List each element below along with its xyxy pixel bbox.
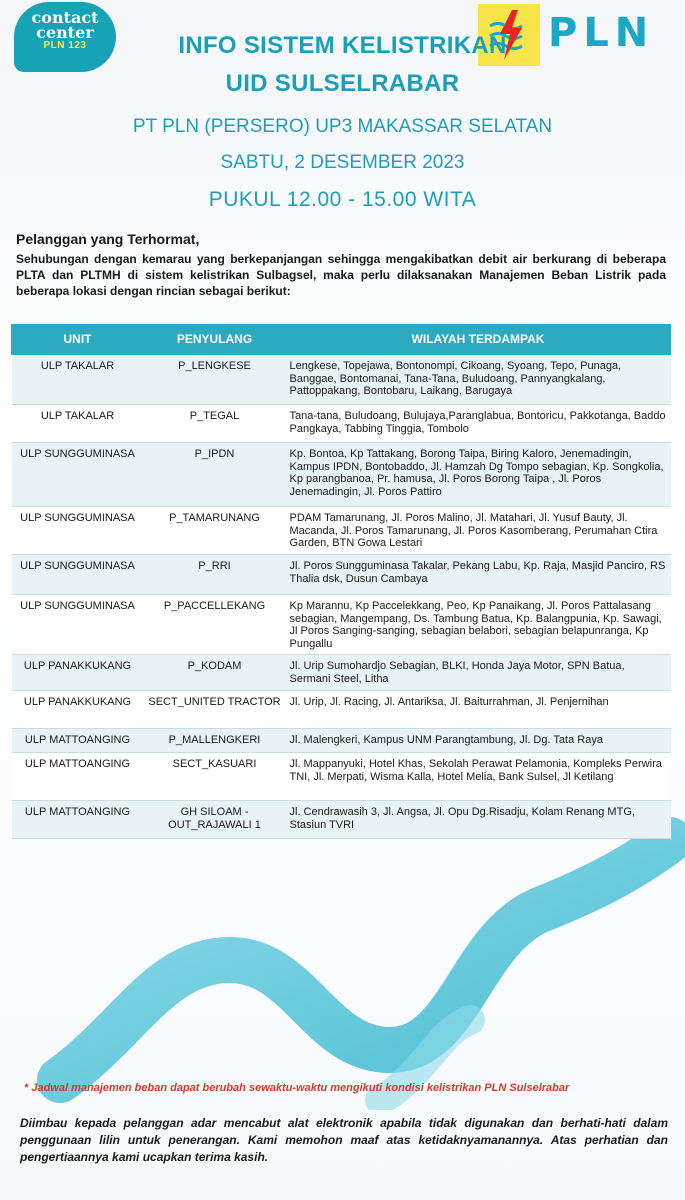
header-unit: UNIT: [12, 325, 144, 355]
cell-unit: ULP MATTOANGING: [12, 753, 144, 801]
cell-area: Jl. Cendrawasih 3, Jl. Angsa, Jl. Opu Dg.Risadju, Kolam Renang MTG, Stasiun TVRI: [286, 801, 671, 839]
table-row: [12, 507, 671, 555]
cell-unit: ULP SUNGGUMINASA: [12, 507, 144, 555]
table-row: [12, 729, 671, 753]
cell-feeder: P_LENGKESE: [144, 355, 286, 405]
schedule-note: * Jadwal manajemen beban dapat berubah sewaktu-waktu mengikuti kondisi kelistrikan PLN Sulselrabar: [24, 1082, 570, 1094]
cell-area: Jl. Urip Sumohardjo Sebagian, BLKI, Honda Jaya Motor, SPN Batua, Sermani Steel, Litha: [286, 655, 671, 691]
cell-feeder: P_MALLENGKERI: [144, 729, 286, 753]
cell-feeder: P_KODAM: [144, 655, 286, 691]
cell-area: PDAM Tamarunang, Jl. Poros Malino, Jl. Matahari, Jl. Yusuf Bauty, Jl. Macanda, Jl. Poros Tamarunang, Jl. Poros Kasomberang, Perumahan Ctira Garden, BTN Gowa Lestari: [286, 507, 671, 555]
cell-feeder: P_RRI: [144, 555, 286, 595]
load-management-table: [11, 324, 671, 839]
cell-area: Tana-tana, Buludoang, Bulujaya,Paranglabua, Bontoricu, Pakkotanga, Baddo Pangkaya, Tabbing Tinggia, Tombolo: [286, 405, 671, 443]
cell-feeder: GH SILOAM - OUT_RAJAWALI 1: [144, 801, 286, 839]
cell-unit: ULP PANAKKUKANG: [12, 691, 144, 729]
closing-paragraph: Diimbau kepada pelanggan adar mencabut alat elektronik apabila tidak digunakan dan berhati-hati dalam penggunaan lilin untuk penerangan. Kami memohon maaf atas ketidaknyamanannya. Atas perhatian dan pengertiaannya kami ucapkan terima kasih.: [20, 1116, 668, 1164]
table-row: [12, 753, 671, 801]
badge-line3: PLN 123: [43, 40, 87, 51]
header-area: WILAYAH TERDAMPAK: [286, 325, 671, 355]
cell-feeder: P_PACCELLEKANG: [144, 595, 286, 655]
table-row: [12, 691, 671, 729]
cell-area: Jl. Urip, Jl. Racing, Jl. Antariksa, Jl. Baiturrahman, Jl. Penjernihan: [286, 691, 671, 729]
date-text: SABTU, 2 DESEMBER 2023: [220, 152, 465, 173]
greeting: Pelanggan yang Terhormat,: [16, 231, 200, 247]
table-row: [12, 443, 671, 507]
cell-area: Kp. Bontoa, Kp Tattakang, Borong Taipa, Biring Kaloro, Jenemadingin, Kampus IPDN, Bontobaddo, Jl. Hamzah Dg Tompo sebagian, Kp. Songkolia, Kp parangbanoa, Pr. hamusa, Jl. Poros Borong Taipa , Jl. Poros Jenemadingin, Jl. Poros Pattiro: [286, 443, 671, 507]
badge-line1: contact: [31, 8, 99, 27]
pln-logo-text: PLN: [548, 10, 655, 56]
cell-area: Jl. Poros Sungguminasa Takalar, Pekang Labu, Kp. Raja, Masjid Panciro, RS Thalia dsk, Dusun Cambaya: [286, 555, 671, 595]
cell-unit: ULP TAKALAR: [12, 405, 144, 443]
cell-unit: ULP MATTOANGING: [12, 801, 144, 839]
table-row: [12, 801, 671, 839]
table-header-row: [12, 325, 671, 355]
cell-area: Jl. Mappanyuki, Hotel Khas, Sekolah Perawat Pelamonia, Kompleks Perwira TNI, Jl. Merpati, Wisma Kalla, Hotel Melia, Bank Sulsel, Jl Ketilang: [286, 753, 671, 801]
cell-feeder: SECT_UNITED TRACTOR: [144, 691, 286, 729]
cell-unit: ULP TAKALAR: [12, 355, 144, 405]
cell-unit: ULP SUNGGUMINASA: [12, 443, 144, 507]
cell-unit: ULP PANAKKUKANG: [12, 655, 144, 691]
cell-area: Kp Marannu, Kp Paccelekkang, Peo, Kp Panaikang, Jl. Poros Pattalasang sebagian, Mangempang, Ds. Tambung Batua, Kp. Balangpunia, Kp. Sawagi, Jl Poros Sanging-sanging, sebagian belabori, sebagian belapunranga, Kp Pungallu: [286, 595, 671, 655]
table-row: [12, 405, 671, 443]
header-feeder: PENYULANG: [144, 325, 286, 355]
cell-feeder: P_TEGAL: [144, 405, 286, 443]
intro-paragraph: Sehubungan dengan kemarau yang berkepanjangan sehingga mengakibatkan debit air berkurang di beberapa PLTA dan PLTMH di sistem kelistrikan Sulbagsel, maka perlu dilaksanakan Manajemen Beban Listrik pada beberapa lokasi dengan rincian sebagai berikut:: [16, 252, 666, 298]
cell-area: Lengkese, Topejawa, Bontonompi, Cikoang, Syoang, Tepo, Punaga, Banggae, Bontomanai, Tana-Tana, Buludoang, Pannyangkalang, Pattoppakang, Bontobaru, Laikang, Barugaya: [286, 355, 671, 405]
cell-area: Jl. Malengkeri, Kampus UNM Parangtambung, Jl. Dg. Tata Raya: [286, 729, 671, 753]
cell-feeder: P_IPDN: [144, 443, 286, 507]
cell-unit: ULP SUNGGUMINASA: [12, 555, 144, 595]
cell-feeder: P_TAMARUNANG: [144, 507, 286, 555]
time-text: PUKUL 12.00 - 15.00 WITA: [208, 188, 477, 211]
cell-feeder: SECT_KASUARI: [144, 753, 286, 801]
cell-unit: ULP MATTOANGING: [12, 729, 144, 753]
title-line2: UID SULSELRABAR: [225, 70, 460, 97]
table-row: [12, 555, 671, 595]
office-name: PT PLN (PERSERO) UP3 MAKASSAR SELATAN: [132, 116, 553, 137]
badge-line2: center: [36, 23, 94, 42]
title-line1: INFO SISTEM KELISTRIKAN: [178, 32, 507, 59]
cell-unit: ULP SUNGGUMINASA: [12, 595, 144, 655]
table-row: [12, 355, 671, 405]
table-row: [12, 655, 671, 691]
table-row: [12, 595, 671, 655]
